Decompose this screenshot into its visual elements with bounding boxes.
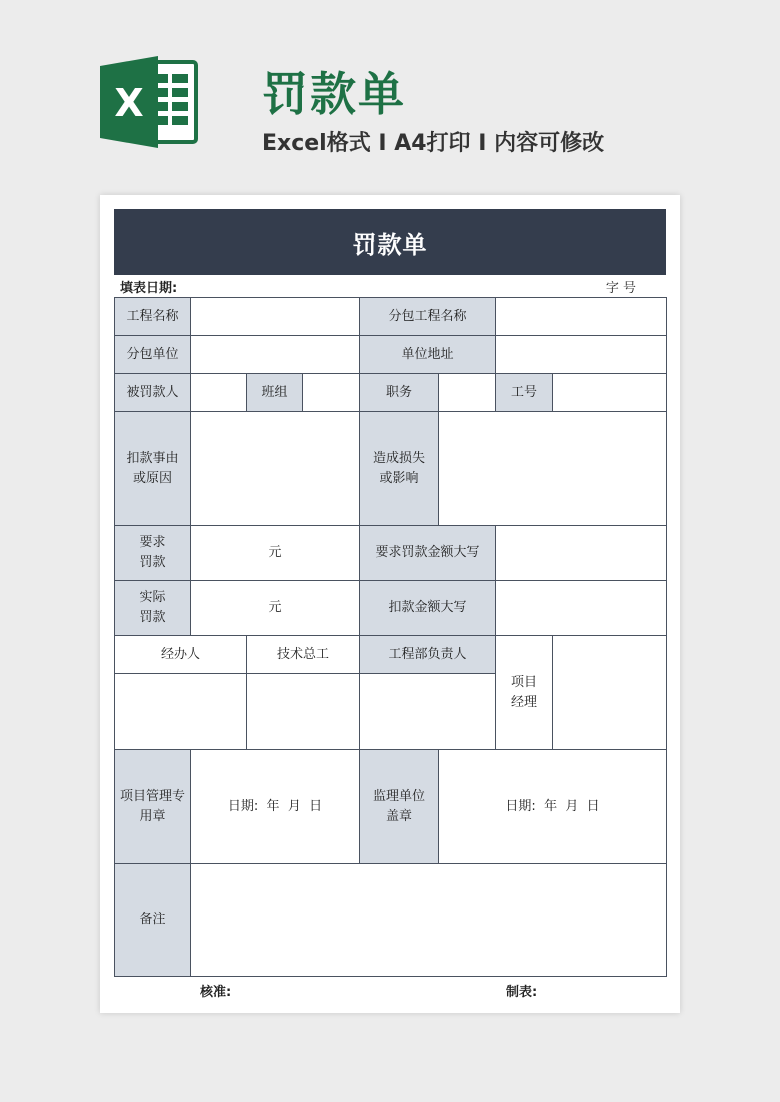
pm-seal-label: 项目管理专 用章	[115, 750, 191, 864]
approve-label: 核准:	[200, 985, 232, 1000]
table-row	[115, 412, 667, 526]
table-row	[115, 336, 667, 374]
job-no-label: 工号	[496, 374, 553, 412]
prepared-label: 制表:	[506, 985, 538, 1000]
deduct-amount-caps-label: 扣款金额大写	[360, 581, 496, 636]
table-row	[115, 864, 667, 977]
form-title: 罚款单	[114, 209, 666, 275]
deduct-amount-caps-field[interactable]	[496, 581, 667, 636]
actual-fine-field[interactable]: 元	[191, 581, 360, 636]
form-meta-row	[114, 275, 666, 297]
table-row	[115, 298, 667, 336]
supervisor-seal-label: 监理单位 盖章	[360, 750, 439, 864]
fined-person-label: 被罚款人	[115, 374, 191, 412]
required-fine-label: 要求 罚款	[115, 526, 191, 581]
required-fine-caps-field[interactable]	[496, 526, 667, 581]
actual-fine-label: 实际 罚款	[115, 581, 191, 636]
table-row	[115, 581, 667, 636]
form-sheet	[100, 195, 680, 1013]
unit-address-field[interactable]	[496, 336, 667, 374]
unit-address-label: 单位地址	[360, 336, 496, 374]
remark-label: 备注	[115, 864, 191, 977]
pm-seal-date[interactable]: 日期: 年 月 日	[191, 750, 360, 864]
project-name-label: 工程名称	[115, 298, 191, 336]
team-label: 班组	[247, 374, 303, 412]
excel-logo-letter: X	[114, 81, 144, 125]
handler-label: 经办人	[115, 636, 247, 674]
project-name-field[interactable]	[191, 298, 360, 336]
table-row	[115, 526, 667, 581]
chief-engineer-sign-field[interactable]	[247, 674, 360, 750]
date-label: 填表日期:	[120, 280, 178, 296]
deduct-reason-field[interactable]	[191, 412, 360, 526]
dept-head-sign-field[interactable]	[360, 674, 496, 750]
sub-unit-field[interactable]	[191, 336, 360, 374]
table-row	[115, 750, 667, 864]
loss-impact-field[interactable]	[439, 412, 667, 526]
job-no-field[interactable]	[553, 374, 667, 412]
dept-head-label: 工程部负责人	[360, 636, 496, 674]
table-row	[115, 374, 667, 412]
team-field[interactable]	[303, 374, 360, 412]
position-field[interactable]	[439, 374, 496, 412]
fined-person-field[interactable]	[191, 374, 247, 412]
form-table	[114, 297, 667, 977]
sub-unit-label: 分包单位	[115, 336, 191, 374]
loss-impact-label: 造成损失 或影响	[360, 412, 439, 526]
excel-icon	[100, 56, 198, 148]
sub-project-name-label: 分包工程名称	[360, 298, 496, 336]
required-fine-field[interactable]: 元	[191, 526, 360, 581]
project-manager-label: 项目 经理	[496, 636, 553, 750]
deduct-reason-label: 扣款事由 或原因	[115, 412, 191, 526]
number-label: 字 号	[605, 280, 636, 296]
project-manager-field[interactable]	[553, 636, 667, 750]
sub-project-name-field[interactable]	[496, 298, 667, 336]
remark-field[interactable]	[191, 864, 667, 977]
chief-engineer-label: 技术总工	[247, 636, 360, 674]
penalty-form	[114, 209, 666, 1001]
page-subtitle: Excel格式 I A4打印 I 内容可修改	[262, 131, 605, 156]
required-fine-caps-label: 要求罚款金额大写	[360, 526, 496, 581]
table-row	[115, 636, 667, 674]
banner	[0, 0, 780, 195]
form-footer	[114, 977, 666, 1001]
page-title: 罚款单	[262, 67, 406, 121]
position-label: 职务	[360, 374, 439, 412]
supervisor-seal-date[interactable]: 日期: 年 月 日	[439, 750, 667, 864]
handler-sign-field[interactable]	[115, 674, 247, 750]
